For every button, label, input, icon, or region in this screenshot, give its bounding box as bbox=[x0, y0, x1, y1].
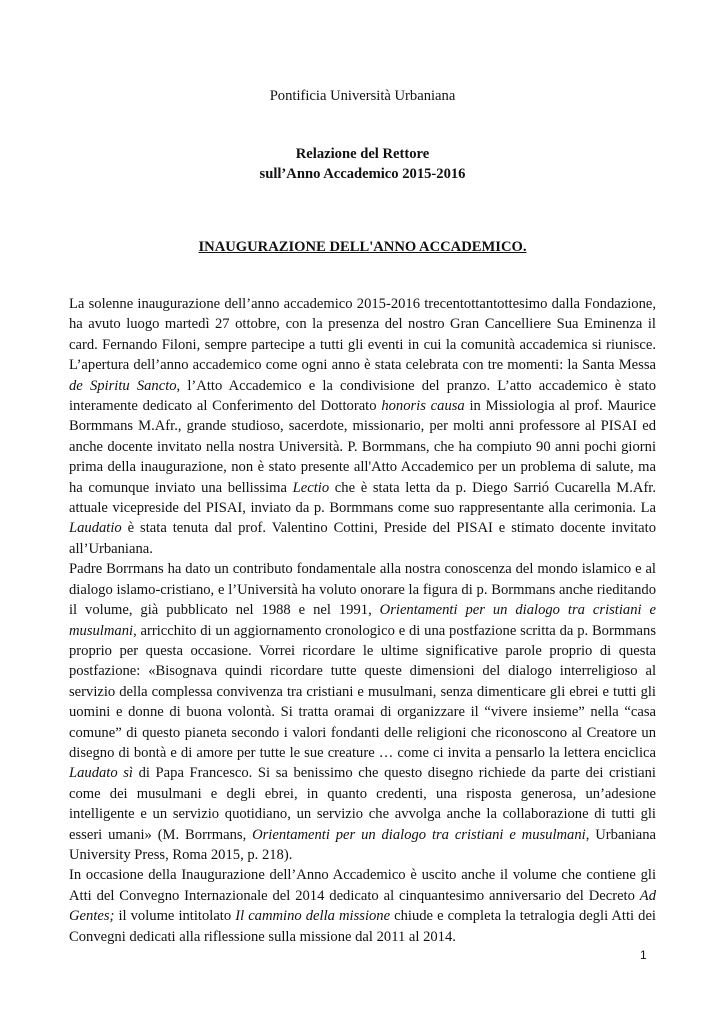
italic-text-run: de Spiritu Sancto, bbox=[69, 377, 181, 394]
body-text bbox=[69, 294, 656, 947]
italic-text-run: Ad Gentes; bbox=[69, 887, 656, 925]
paragraph-3 bbox=[69, 865, 656, 947]
text-run: che è stata letta da p. Diego Sarrió Cucarella M.Afr. attuale vicepreside del PISAI, inviato da p. Bormmans come suo rappresentante alla cerimonia. La bbox=[69, 479, 657, 517]
text-run: In occasione della Inaugurazione dell’Anno Accademico è uscito anche il volume che contiene gli Atti del Convegno Internazionale del 2014 dedicato al cinquantesimo anniversario del Decreto bbox=[69, 867, 656, 904]
page-number: 1 bbox=[640, 948, 647, 962]
italic-text-run: Orientamenti per un dialogo tra cristiani e musulmani bbox=[252, 826, 586, 843]
university-name: Pontificia Università Urbaniana bbox=[269, 88, 456, 104]
italic-text-run: honoris causa bbox=[381, 398, 465, 415]
italic-text-run: Il cammino della missione bbox=[235, 908, 391, 925]
paragraph-1 bbox=[69, 294, 656, 559]
text-run: , Urbaniana University Press, Roma 2015, p. 218). bbox=[69, 826, 656, 863]
report-title-line1: Relazione del Rettore bbox=[295, 146, 430, 162]
text-run: in Missiologia al prof. Maurice Bormmans M.Afr., grande studioso, sacerdote, missionario, per molti anni professore al PISAI ed anche docente invitato nella nostra Università. P. Bormmans, che ha compiuto 90 anni pochi giorni prima della inaugurazione, non è stato presente all'Atto Accademico per un problema di salute, ma ha comunque inviato una bellissima bbox=[69, 398, 656, 496]
text-run: è stata tenuta dal prof. Valentino Cottini, Preside del PISAI e stimato docente invitato all’Urbaniana. bbox=[69, 520, 656, 557]
paragraph-2 bbox=[69, 559, 656, 865]
text-run: , arricchito di un aggiornamento cronologico e di una postfazione scritta da p. Bormmans proprio per questa occasione. Vorrei ricordare le ultime significative parole proprio di questa postfazione: «Bisognava quindi ricordare tutte queste dimensioni del dialogo interreligioso al servizio della complessa convivenza tra cristiani e musulmani, senza dimenticare gli ebrei e tutti gli uomini e donne di buona volontà. Si tratta oramai di organizzare il “vivere insieme” nella “casa comune” di questo pianeta secondo i valori fondanti delle religioni che riconoscono al Creatore un disegno di bontà e di amore per tutte le sue creature … come ci invita a pensarlo la lettera enciclica bbox=[69, 622, 656, 761]
section-title: INAUGURAZIONE DELL'ANNO ACCADEMICO. bbox=[198, 239, 527, 255]
report-title-line2: sull’Anno Accademico 2015-2016 bbox=[259, 166, 466, 182]
text-run: l’Atto Accademico e la condivisione del pranzo. L’atto accademico è stato interamente dedicato al Conferimento del Dottorato bbox=[69, 377, 656, 415]
italic-text-run: Lectio bbox=[292, 479, 330, 496]
italic-text-run: Laudato sì bbox=[69, 765, 133, 782]
text-run: Padre Borrmans ha dato un contributo fondamentale alla nostra conoscenza del mondo islamico e al dialogo islamo-cristiano, e l’Università ha voluto onorare la figura di p. Bormmans anche riedіtando il volume, già pubblicato nel 1988 e nel 1991, bbox=[69, 561, 656, 619]
text-run: il volume intitolato bbox=[114, 908, 236, 925]
italic-text-run: Laudatio bbox=[69, 520, 122, 537]
italic-text-run: Orientamenti per un dialogo tra cristiani e musulmani bbox=[69, 602, 656, 639]
text-run: chiude e completa la tetralogia degli Atti dei Convegni dedicati alla riflessione sulla missione dal 2011 al 2014. bbox=[69, 908, 656, 945]
text-run: di Papa Francesco. Si sa benissimo che questo disegno richiede da parte dei cristiani come dei musulmani e degli ebrei, in quanto credenti, una risposta generosa, un’adesione intelligente e un servizio quotidiano, un servizio che avvolga anche la collaborazione di tutti gli esseri umani» (M. Borrmans, bbox=[69, 765, 656, 843]
text-run: La solenne inaugurazione dell’anno accademico 2015-2016 trecentottantottesimo dalla Fondazione, ha avuto luogo martedì 27 ottobre, con la presenza del nostro Gran Cancelliere Sua Eminenza il card. Fernando Filoni, sempre partecipe a tutti gli eventi in cui la comunità accademica si riunisce. L’apertura dell’anno accademico come ogni anno è stata celebrata con tre momenti: la Santa Messa bbox=[69, 296, 656, 374]
